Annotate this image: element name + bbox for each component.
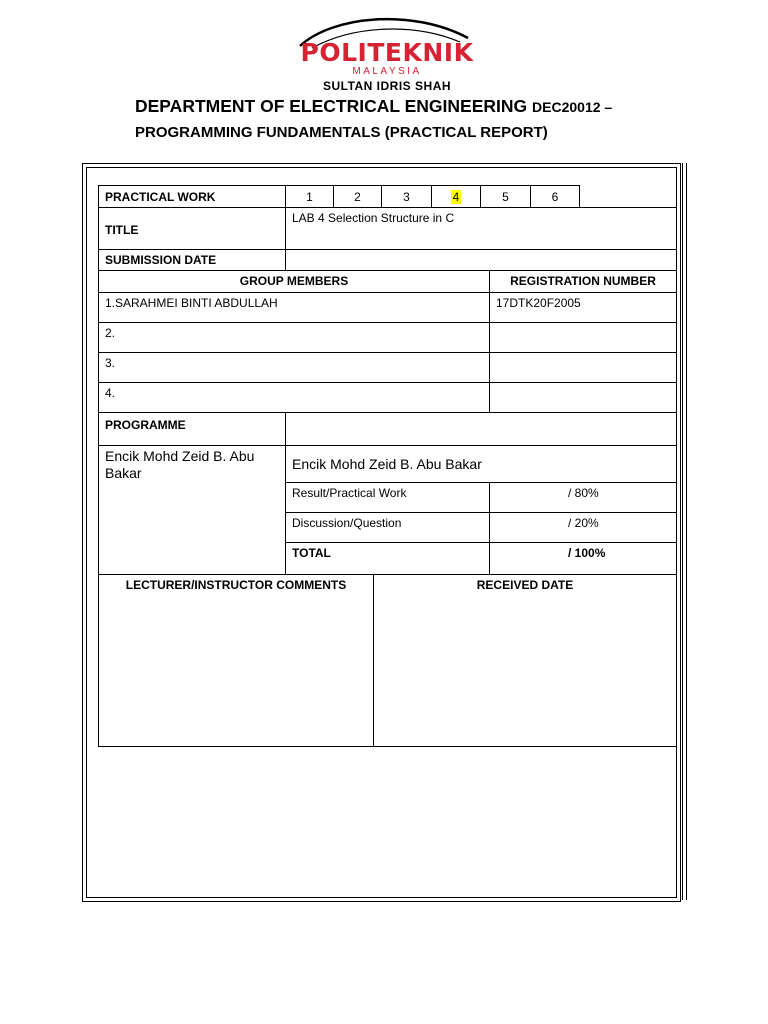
registration-number-header: REGISTRATION NUMBER [489,270,677,293]
course-title: PROGRAMMING FUNDAMENTALS (PRACTICAL REPORT) [135,124,548,141]
logo-wordmark: POLITEKNIK [300,38,474,67]
lecturer-comments-label: LECTURER/INSTRUCTOR COMMENTS [125,578,347,592]
member-registration-1[interactable]: 17DTK20F2005 [489,292,677,323]
logo-country: MALAYSIA [352,66,422,77]
score-label-discussion: Discussion/Question [285,512,490,543]
lecturer-name-right: Encik Mohd Zeid B. Abu Bakar [285,445,677,483]
practical-number-2[interactable]: 2 [333,185,382,208]
title-value: Selection Structure in C [328,211,455,225]
practical-number-4-selected[interactable] [431,185,481,208]
politeknik-logo [292,12,482,92]
title-label: TITLE [98,207,286,250]
received-date-box[interactable] [373,574,677,747]
score-label-result: Result/Practical Work [285,482,490,513]
group-members-header: GROUP MEMBERS [98,270,490,293]
lecturer-comments-box[interactable] [98,574,374,747]
member-registration-4[interactable] [489,382,677,413]
form-frame-edge [682,163,687,900]
member-name-4[interactable]: 4. [98,382,490,413]
score-value-total[interactable]: / 100% [489,542,677,575]
practical-number-5[interactable]: 5 [480,185,531,208]
member-registration-3[interactable] [489,352,677,383]
score-value-result[interactable]: / 80% [489,482,677,513]
title-lab: LAB 4 [292,211,325,225]
score-value-discussion[interactable]: / 20% [489,512,677,543]
member-registration-2[interactable] [489,322,677,353]
member-name-3[interactable]: 3. [98,352,490,383]
title-field[interactable] [285,207,677,250]
selected-highlight: 4 [452,189,460,204]
department-name: DEPARTMENT OF ELECTRICAL ENGINEERING [135,96,528,116]
submission-date-field[interactable] [285,249,677,271]
lecturer-name-left: Encik Mohd Zeid B. Abu Bakar [98,445,286,575]
practical-work-label: PRACTICAL WORK [98,185,286,208]
logo-campus: SULTAN IDRIS SHAH [322,79,452,93]
practical-number-3[interactable]: 3 [381,185,432,208]
received-date-label: RECEIVED DATE [476,578,574,592]
programme-label: PROGRAMME [98,412,286,446]
member-name-2[interactable]: 2. [98,322,490,353]
member-name-1[interactable]: 1.SARAHMEI BINTI ABDULLAH [98,292,490,323]
practical-number-1[interactable]: 1 [285,185,334,208]
department-heading [135,96,612,117]
course-code: DEC20012 – [532,99,613,115]
practical-number-6[interactable]: 6 [530,185,580,208]
programme-field[interactable] [285,412,677,446]
submission-date-label: SUBMISSION DATE [98,249,286,271]
score-label-total: TOTAL [285,542,490,575]
